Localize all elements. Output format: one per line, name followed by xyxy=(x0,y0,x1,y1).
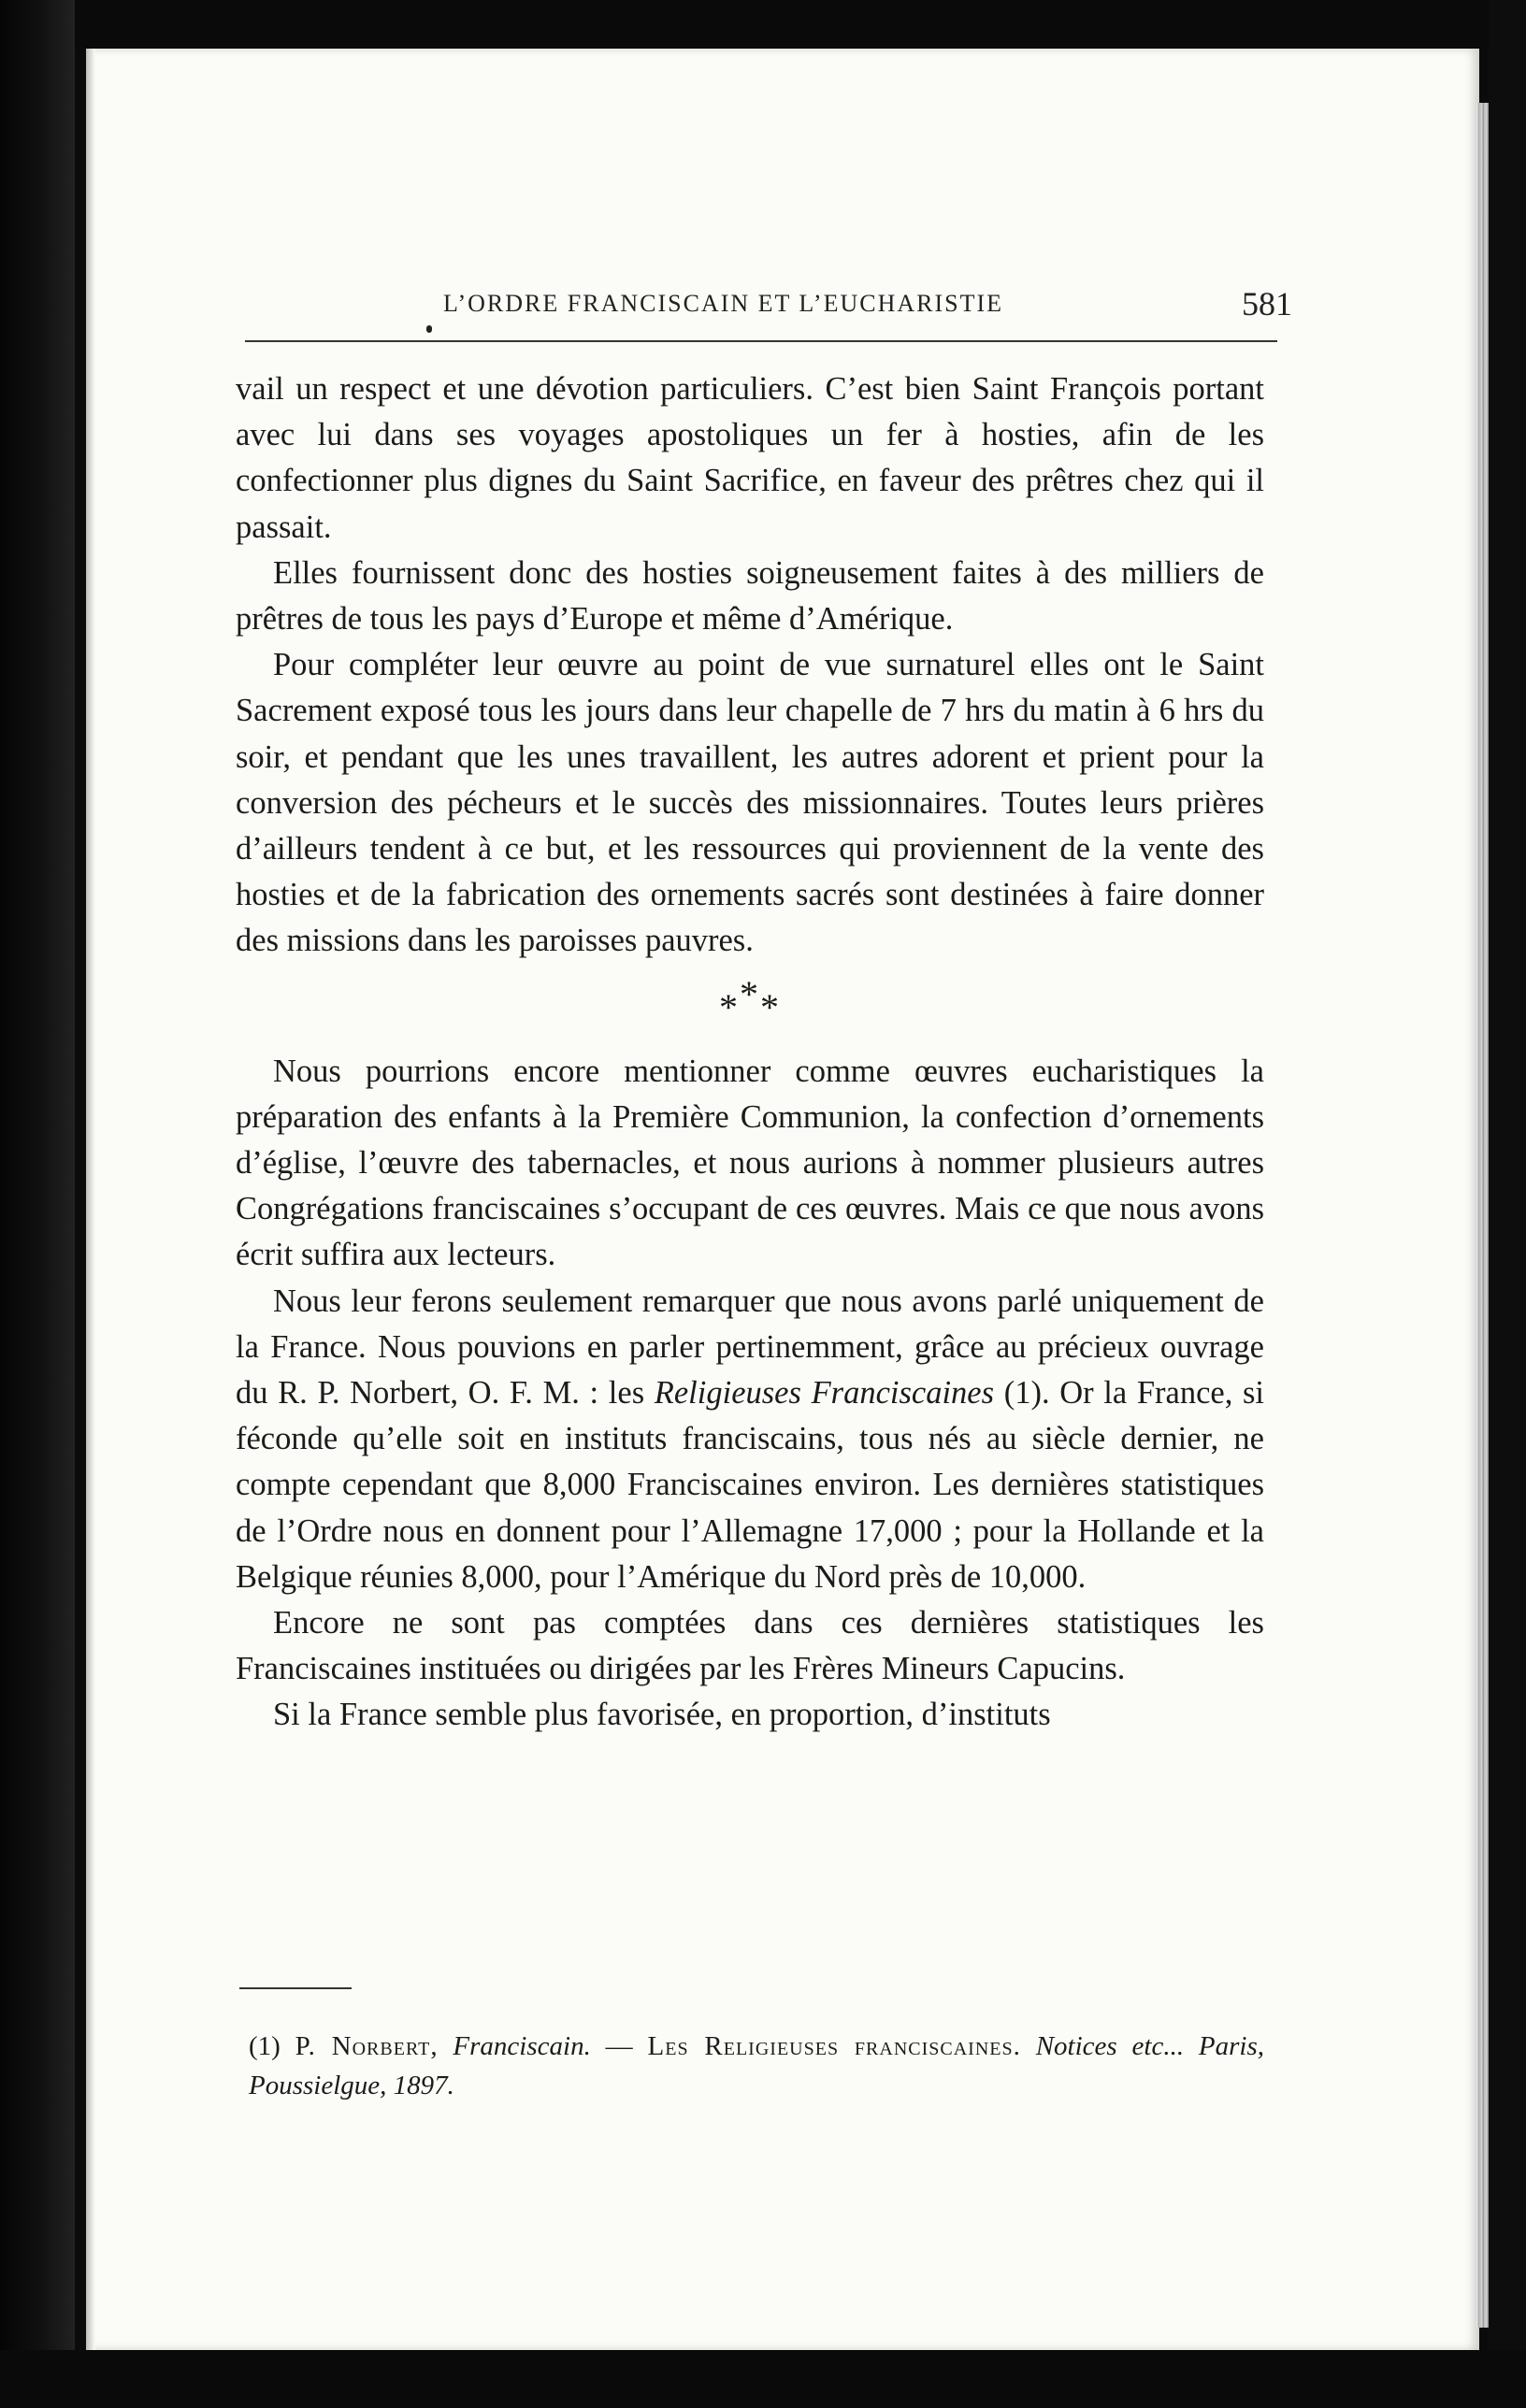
footnote-italic: Franciscain. xyxy=(453,2031,591,2061)
footnote-dash: — xyxy=(605,2031,633,2061)
page-number: 581 xyxy=(1242,285,1292,322)
footnote xyxy=(249,2027,1264,2105)
scan-border-bottom xyxy=(0,2350,1526,2408)
running-header xyxy=(245,280,1292,337)
footnote-title: Les Religieuses franciscaines. xyxy=(647,2031,1021,2061)
book-title-italic: Religieuses Franciscaines xyxy=(654,1375,995,1412)
scan-border-right xyxy=(1489,0,1526,2408)
asterism-star-right: * xyxy=(760,985,781,1028)
paragraph-text: Nous leur ferons seulement remarquer que nous avons parlé uniquement de la France. Nous pouvions en parler pertinemment, grâce au précieux ouvrage du R. P. Norbert, O. F. M. : les xyxy=(236,1283,1264,1412)
page-edge-stack xyxy=(1476,103,1489,2328)
header-rule xyxy=(245,340,1277,342)
paragraph: Pour compléter leur œuvre au point de vue surnaturel elles ont le Saint Sacrement exposé tous les jours dans leur chapelle de 7 hrs du matin à 6 hrs du soir, et pendant que les unes travaillent, les autres adorent et prient pour la conversion des pécheurs et le succès des missionnaires. Toutes leurs prières d’ailleurs tendent à ce but, et les ressources qui proviennent de la vente des hosties et de la fabrication des ornements sacrés sont destinées à faire donner des missions dans les paroisses pauvres. xyxy=(236,647,1264,959)
asterism-star-left: * xyxy=(719,985,740,1028)
footnote-publication: Notices etc... Paris, Poussielgue, 1897. xyxy=(249,2031,1265,2100)
footnote-marker: (1) xyxy=(249,2031,281,2061)
paragraph: Nous pourrions encore mentionner comme œuvres eucharistiques la préparation des enfants à la Première Communion, la confection d’ornements d’église, l’œuvre des tabernacles, et nous aurions à nommer plusieurs autres Congrégations franciscaines s’occupant de ces œuvres. Mais ce que nous avons écrit suffira aux lecteurs. xyxy=(236,1053,1264,1273)
asterism-separator xyxy=(236,965,1264,1049)
page-gutter-shadow xyxy=(86,49,95,2350)
running-head-title: L’ORDRE FRANCISCAIN ET L’EUCHARISTIE xyxy=(443,290,1004,317)
paragraph xyxy=(236,1279,1264,1600)
paragraph: Encore ne sont pas comptées dans ces dernières statistiques les Franciscaines instituées ou dirigées par les Frères Mineurs Capucins. xyxy=(236,1605,1264,1687)
footnote-author: P. Norbert, xyxy=(295,2031,439,2061)
scan-border-top xyxy=(0,0,1526,49)
scan-border-left xyxy=(0,0,75,2408)
paragraph-continuation: vail un respect et une dévotion particuliers. C’est bien Saint François portant avec lui dans ses voyages apostoliques un fer à hosties, afin de les confectionner plus dignes du Saint Sacrifice, en faveur des prêtres chez qui il passait. xyxy=(236,371,1264,545)
paragraph-text: (1). Or la France, si féconde qu’elle soit en instituts franciscains, tous nés au siècle dernier, ne compte cependant que 8,000 Franciscaines environ. Les dernières statistiques de l’Ordre nous en donnent pour l’Allemagne 17,000 ; pour la Hollande et la Belgique réunies 8,000, pour l’Amérique du Nord près de 10,000. xyxy=(236,1375,1265,1595)
paragraph: Si la France semble plus favorisée, en proportion, d’instituts xyxy=(273,1697,1051,1733)
ink-speck xyxy=(426,325,432,333)
asterism-star-top: * xyxy=(740,972,760,1015)
body-text xyxy=(236,366,1264,1739)
paragraph: Elles fournissent donc des hosties soigneusement faites à des milliers de prêtres de tous les pays d’Europe et même d’Amérique. xyxy=(236,554,1264,638)
footnote-rule xyxy=(239,1987,352,1989)
